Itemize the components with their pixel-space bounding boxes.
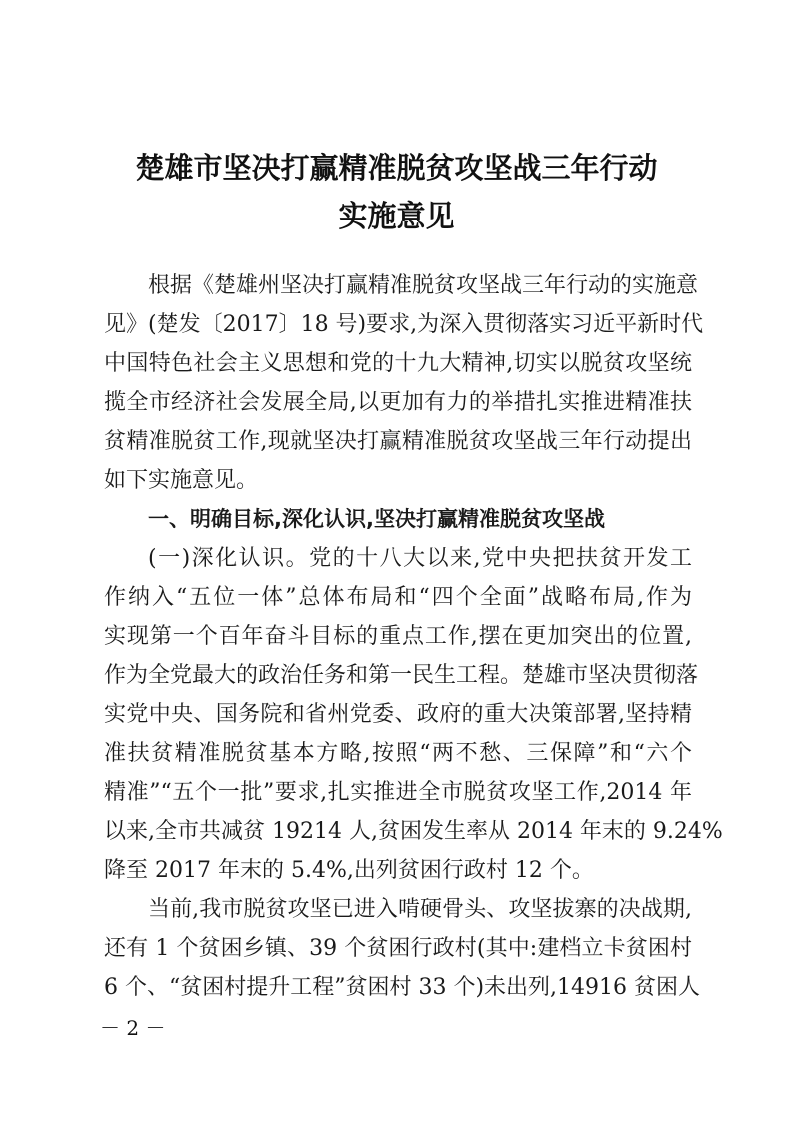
document-title-line-1: 楚雄市坚决打赢精准脱贫攻坚战三年行动 [135,151,658,185]
text-line: 作纳入“五位一体”总体布局和“四个全面”战略布局,作为 [104,585,692,610]
text-line: 见》(楚发〔2017〕18 号)要求,为深入贯彻落实习近平新时代 [104,312,704,337]
document-title-line-2: 实施意见 [338,199,455,233]
text-line: 实现第一个百年奋斗目标的重点工作,摆在更加突出的位置, [104,624,692,649]
text-line: 以来,全市共减贫 19214 人,贫困发生率从 2014 年末的 9.24% [104,819,723,844]
section-heading-1: 一、明确目标,深化认识,坚决打赢精准脱贫攻坚战 [148,507,605,531]
paragraph-current-situation [104,890,701,1007]
text-line: 如下实施意见。 [104,468,259,493]
text-line: 降至 2017 年末的 5.4%,出列贫困行政村 12 个。 [104,858,594,883]
text-line: 6 个、“贫困村提升工程”贫困村 33 个)未出列,14916 贫困人 [104,975,701,1000]
text-line: 当前,我市脱贫攻坚已进入啃硬骨头、攻坚拔寨的决战期, [148,897,692,922]
document-body [104,266,723,1007]
text-line: 揽全市经济社会发展全局,以更加有力的举措扎实推进精准扶 [104,390,692,415]
text-line: 根据《楚雄州坚决打赢精准脱贫攻坚战三年行动的实施意 [148,273,699,298]
text-line: (一)深化认识。党的十八大以来,党中央把扶贫开发工 [148,546,692,571]
text-line: 精准”“五个一批”要求,扎实推进全市脱贫攻坚工作,2014 年 [104,780,692,805]
text-line: 准扶贫精准脱贫基本方略,按照“两不愁、三保障”和“六个 [104,741,692,766]
text-line: 贫精准脱贫工作,现就坚决打赢精准脱贫攻坚战三年行动提出 [104,429,692,454]
text-line: 中国特色社会主义思想和党的十九大精神,切实以脱贫攻坚统 [104,351,692,376]
text-line: 实党中央、国务院和省州党委、政府的重大决策部署,坚持精 [104,702,692,727]
text-line: 还有 1 个贫困乡镇、39 个贫困行政村(其中:建档立卡贫困村 [104,936,692,961]
paragraph-deepen-understanding [104,539,723,890]
intro-paragraph [104,266,704,500]
text-line: 作为全党最大的政治任务和第一民生工程。楚雄市坚决贯彻落 [104,663,699,688]
page-number: － 2 － [100,1016,166,1040]
